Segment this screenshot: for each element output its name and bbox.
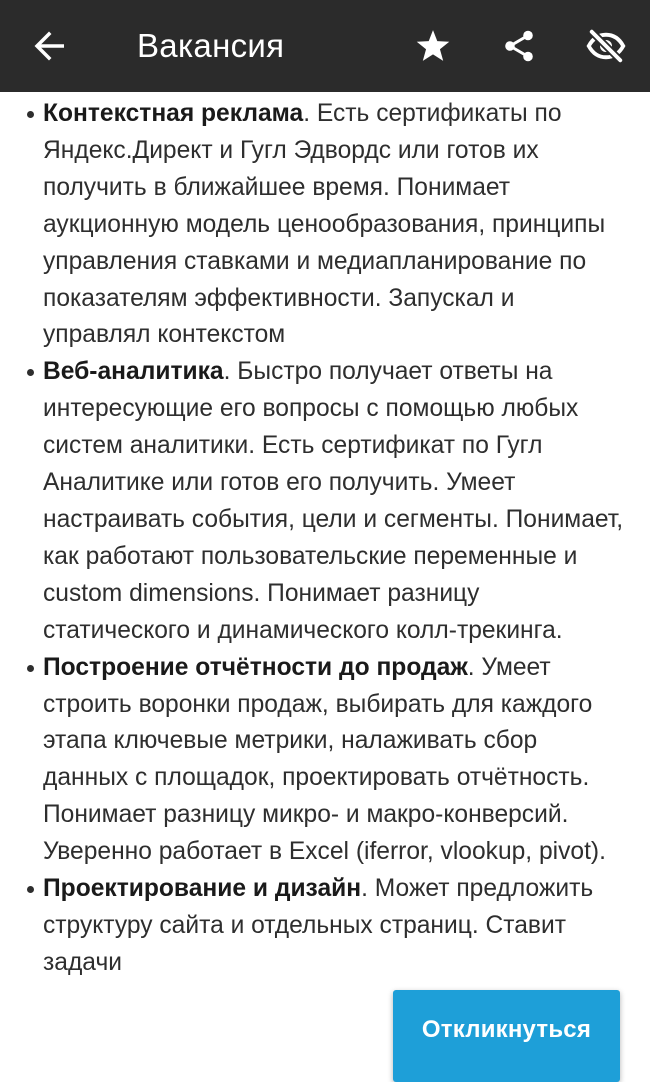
share-icon	[501, 28, 537, 64]
arrow-left-icon	[33, 31, 67, 61]
bullet	[27, 665, 34, 672]
requirements-list	[26, 96, 626, 982]
apply-button-label: Откликнуться	[421, 1016, 592, 1043]
requirement-heading: Построение отчётности до продаж	[43, 653, 468, 681]
bullet	[27, 369, 34, 376]
requirement-heading: Проектирование и дизайн	[43, 875, 362, 903]
list-item	[26, 96, 626, 354]
bullet	[27, 111, 34, 118]
favorite-button[interactable]	[407, 20, 459, 72]
bullet	[27, 886, 34, 893]
eye-off-icon	[586, 28, 626, 64]
requirement-text: . Быстро получает ответы на интересующие его вопросы с помощью любых систем аналитики. Есть сертификат по Гугл Аналитике или готов его получить. Умеет настраивать события, цели и сегменты. Понимает, как работают пользовательские переменные и custom dimensions. Понимает разницу статического и динамического колл-трекинга.	[43, 358, 624, 644]
page-title: Вакансия	[137, 27, 285, 64]
requirement-text: . Может предложить структуру сайта и отдельных страниц. Ставит задачи	[43, 875, 594, 976]
requirement-text: . Умеет строить воронки продаж, выбирать для каждого этапа ключевые метрики, налаживать сбор данных с площадок, проектировать отчётность. Понимает разницу микро- и макро-конверсий. Уверенно работает в Excel (iferror, vlookup, pivot).	[43, 653, 606, 866]
back-button[interactable]	[26, 22, 74, 70]
share-button[interactable]	[493, 20, 545, 72]
list-item	[26, 650, 626, 871]
requirement-text: . Есть сертификаты по Яндекс.Директ и Гугл Эдвордс или готов их получить в ближайшее время. Понимает аукционную модель ценообразования, принципы управления ставками и медиапланирование по показателям эффективности. Запускал и управлял контекстом	[43, 100, 606, 349]
list-item	[26, 354, 626, 649]
app-bar	[0, 0, 650, 92]
apply-button[interactable]	[393, 990, 620, 1082]
list-item	[26, 871, 626, 982]
star-icon	[415, 29, 451, 63]
hide-vacancy-button[interactable]	[580, 20, 632, 72]
requirement-heading: Контекстная реклама	[43, 100, 304, 127]
requirement-heading: Веб-аналитика	[43, 358, 224, 386]
vacancy-content[interactable]	[0, 92, 650, 1073]
